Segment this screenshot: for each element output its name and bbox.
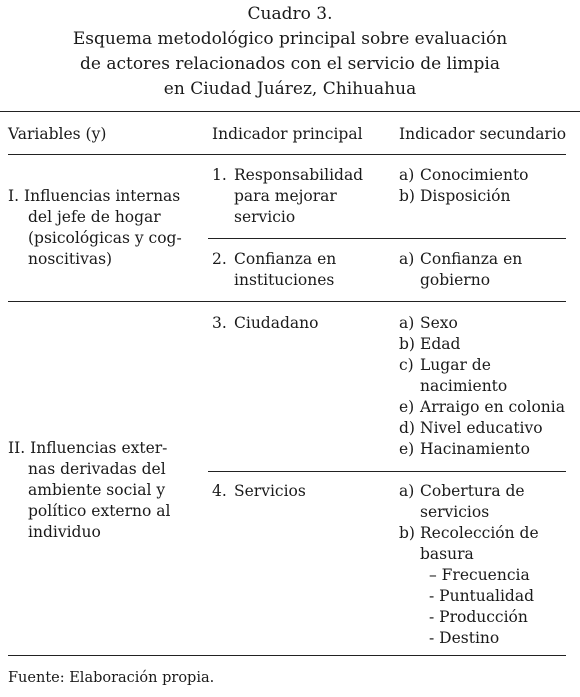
list-item: e) Hacinamiento xyxy=(399,440,530,458)
row-number: 3. xyxy=(212,314,227,332)
table-bottom-rule xyxy=(8,655,566,656)
row-number: 4. xyxy=(212,482,227,500)
header-indicador-principal: Indicador principal xyxy=(212,125,363,143)
table-caption-number: Cuadro 3. xyxy=(247,4,333,24)
indicador-secundario-1 xyxy=(399,165,529,207)
list-item: b) Disposición xyxy=(399,187,511,205)
list-item: e) Arraigo en colonia xyxy=(399,398,565,416)
row-number: 1. xyxy=(212,166,227,184)
list-item: a) Sexo xyxy=(399,314,458,332)
variable-line: (psicológicas y cog- xyxy=(28,229,182,247)
sub-list-item: - Puntualidad xyxy=(429,587,535,605)
variable-line: individuo xyxy=(28,523,101,541)
group-divider xyxy=(8,301,566,302)
sub-list-item: - Producción xyxy=(429,608,528,626)
sub-list-item: - Destino xyxy=(429,629,500,647)
header-indicador-secundario: Indicador secundario xyxy=(399,125,567,143)
principal-line: Confianza en xyxy=(234,250,337,268)
indicador-principal-4 xyxy=(212,481,306,502)
row-divider-3 xyxy=(208,471,566,472)
list-item: a) Confianza en xyxy=(399,250,523,268)
variable-line: noscitivas) xyxy=(28,250,113,268)
row-number: 2. xyxy=(212,250,227,268)
variable-group-1 xyxy=(8,186,182,270)
variable-line: ambiente social y xyxy=(28,481,166,499)
table-top-rule xyxy=(0,111,580,112)
indicador-principal-2 xyxy=(212,249,336,291)
table-caption-title-line2: de actores relacionados con el servicio de limpia xyxy=(79,54,501,74)
variable-line: nas derivadas del xyxy=(28,460,166,478)
principal-line: Ciudadano xyxy=(234,314,319,332)
row-divider-1 xyxy=(208,238,566,239)
sub-list-item: – Frecuencia xyxy=(429,566,530,584)
list-item: c) Lugar de xyxy=(399,356,491,374)
source-note: Fuente: Elaboración propia. xyxy=(8,670,215,686)
indicador-principal-1 xyxy=(212,165,363,228)
principal-line: para mejorar xyxy=(234,187,337,205)
variable-line: político externo al xyxy=(28,502,171,520)
indicador-secundario-4: a) Cobertura de servicios b) Recolección de basura – Frecuencia - Puntualidad - Producción - Destino xyxy=(399,482,539,647)
indicador-principal-3 xyxy=(212,313,318,334)
principal-line: Responsabilidad xyxy=(234,166,364,184)
variable-line: II. Influencias exter- xyxy=(8,439,168,457)
indicador-secundario-3: a) Sexo b) Edad c) Lugar de nacimiento e) Arraigo en colonia d) Nivel educativo e) Hacinamiento xyxy=(399,314,565,458)
table-caption-title-line3: en Ciudad Juárez, Chihuahua xyxy=(163,79,417,99)
indicador-secundario-2: a) Confianza en gobierno xyxy=(399,250,523,289)
list-item: b) Edad xyxy=(399,335,461,353)
list-item: a) Cobertura de xyxy=(399,482,525,500)
variable-line: del jefe de hogar xyxy=(28,208,161,226)
table-caption-title-line1: Esquema metodológico principal sobre evaluación xyxy=(72,29,508,49)
list-item: b) Recolección de xyxy=(399,524,539,542)
principal-line: instituciones xyxy=(234,271,335,289)
list-item: a) Conocimiento xyxy=(399,166,529,184)
header-rule xyxy=(8,154,566,155)
principal-line: Servicios xyxy=(234,482,306,500)
variable-line: I. Influencias internas xyxy=(8,187,181,205)
principal-line: servicio xyxy=(234,208,296,226)
header-variables: Variables (y) xyxy=(8,125,107,143)
variable-group-2 xyxy=(8,438,170,543)
list-item: d) Nivel educativo xyxy=(399,419,543,437)
